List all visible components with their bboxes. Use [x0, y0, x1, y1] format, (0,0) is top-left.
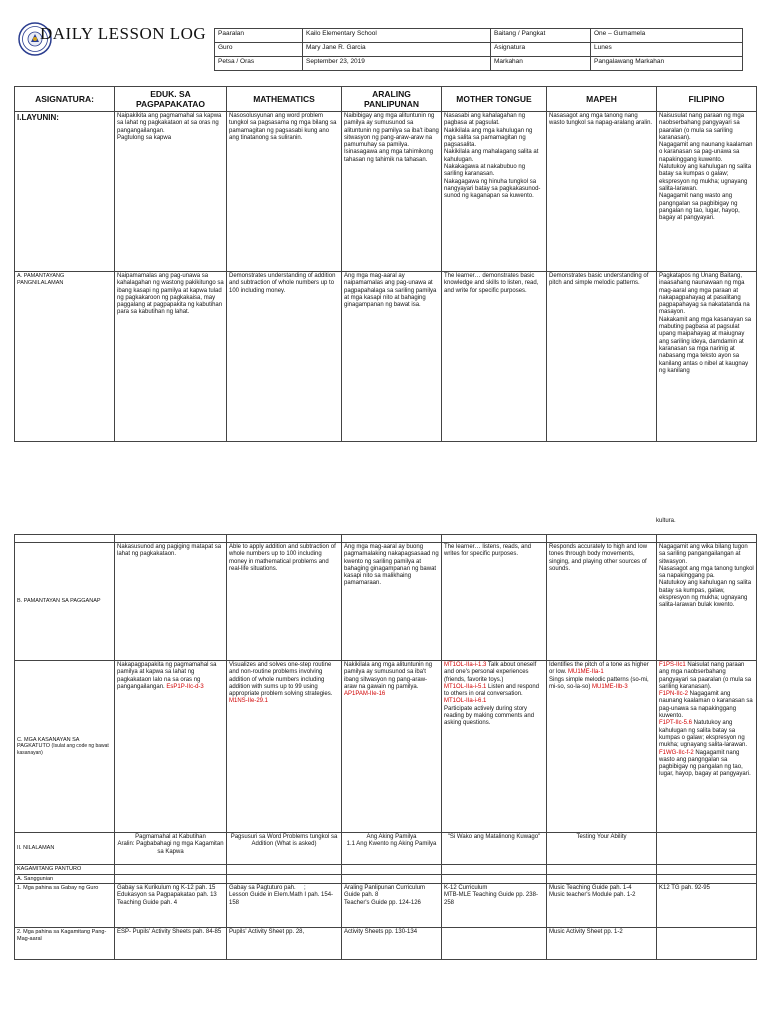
- header-value: Mary Jane R. Garcia: [303, 43, 491, 57]
- row-label-layunin: I.LAYUNIN:: [15, 112, 115, 272]
- header-label: Guro: [215, 43, 303, 57]
- cell-text: Nasasagot ang mga tanong nang wasto tungkol sa napag-aralang aralin.: [549, 113, 653, 127]
- cell-text: Naisulat nang paraan ang mga naobserbahang pangyayari sa paaralan (o mula sa sariling karanasan).: [659, 662, 752, 690]
- row-label-gabay-guro: 1. Mga pahina sa Gabay ng Guro: [15, 884, 115, 928]
- header-row: [215, 57, 743, 71]
- header-label: Markahan: [491, 57, 591, 71]
- cell-text: Gabay sa Pagtuturo pah. ; Lesson Guide in Elem.Math I pah. 154-158: [229, 885, 334, 906]
- cell-text: Naipamamalas ang pag-unawa sa kahalagahan ng wastong pakikitungo sa ibang kasapi ng pamilya at kapwa tulad ng pagkakaroon ng pagkakaisa, may paggalang at pagpapakita ng kabutihan para sa kabutihan ng lahat.: [117, 273, 226, 316]
- kasanayan-note: (Isulat ang code ng bawat kasanayan): [17, 743, 109, 756]
- cell-text: Pagmamahal at Kabutihan Aralin: Pagbabahagi ng mga Kagamitan sa Kapwa: [117, 834, 224, 855]
- cell-text: Identifies the pitch of a tone as higher or low.: [549, 662, 651, 676]
- header-label: Baitang / Pangkat: [491, 29, 591, 43]
- cell-text: Responds accurately to high and low tones through body movements, singing, and playing other sources of sounds.: [549, 544, 649, 572]
- col-header-esp: EDUK. SA PAGPAPAKATAO: [115, 87, 227, 112]
- cell-text: Music Teaching Guide pah. 1-4 Music teacher's Module pah. 1-2: [549, 885, 636, 899]
- competency-code: MU1ME-IIb-3: [592, 683, 628, 690]
- cell-text: Demonstrates basic understanding of pitch and simple melodic patterns.: [549, 273, 651, 287]
- document-title: DAILY LESSON LOG: [40, 24, 207, 43]
- competency-code: M1NS-IIe-29.1: [229, 698, 269, 705]
- competency-code: MT1OL-IIa-i-6.1: [444, 698, 487, 705]
- col-header-mapeh: MAPEH: [547, 87, 657, 112]
- cell-text: K12 TG pah. 92-95: [659, 885, 710, 892]
- header-value: September 23, 2019: [303, 57, 491, 71]
- kasanayan-label: C. MGA KASANAYAN SA PAGKATUTO: [17, 736, 80, 750]
- cell-text: Activity Sheets pp. 130-134: [344, 929, 418, 936]
- cell-text: Nagagamit ang wika bilang tugon sa sariling pangangailangan at sitwasyon. Nasasagot ang mga tanong tungkol sa napakinggang pa. Natutukoy ang kahulugan ng salita batay sa kumpas, galaw, ekspresyon ng mukha; ugnayang salita-larawan bulak kwento.: [659, 544, 754, 609]
- competency-code: F1PT-IIc-5.6: [659, 720, 693, 727]
- cell-text: Araling Panlipunan Curriculum Guide pah. 8 Teacher's Guide pp. 124-126: [344, 885, 426, 906]
- cell-text: Nagagamit nang wasto ang pangngalan sa pagbibigay ng pangalan ng tao, lugar, hayop, bagay at pangyayari.: [659, 749, 751, 778]
- cell-text: ESP- Pupils' Activity Sheets pah. 84-85: [117, 929, 222, 936]
- spacer-row: [15, 535, 757, 543]
- col-header-asignatura: ASIGNATURA:: [15, 87, 115, 112]
- cell-text: The learner… listens, reads, and writes for specific purposes.: [444, 544, 533, 558]
- cell-text: Testing Your Ability: [576, 834, 627, 840]
- cell-text: Participate actively during story reading by making comments and asking questions.: [444, 705, 535, 727]
- cell-text: Listen and respond to others in oral conversation.: [444, 683, 540, 698]
- header-value: Pangalawang Markahan: [591, 57, 743, 71]
- cell-text: Able to apply addition and subtraction of whole numbers up to 100 including money in mathematical problems and real-life situations.: [229, 544, 338, 572]
- cell-text: Natutukoy ang kahulugan ng salita batay sa kumpas o galaw; ekspresyon ng mukha; ugnayang salita-larawan.: [659, 720, 748, 749]
- row-nilalaman: [15, 833, 757, 865]
- header-label: Paaralan: [215, 29, 303, 43]
- row-label-sanggunian: A. Sanggunian: [15, 874, 115, 884]
- col-header-ap: ARALING PANLIPUNAN: [342, 87, 442, 112]
- competency-code: MT1OL-IIa-i-1.3: [444, 662, 487, 668]
- col-header-mtb: MOTHER TONGUE: [442, 87, 547, 112]
- row-sanggunian: [15, 874, 757, 884]
- cell-text: Music Activity Sheet pp. 1-2: [549, 929, 623, 936]
- cell-text: Naisusulat nang paraan ng mga naobserbahang pangyayari sa paaralan (o mula sa sariling karanasan). Nagagamit ang naunang kaalaman o karanasan sa pag-unawa sa napakinggang kuwento. Natutukoy ang kahulugan ng salita batay sa kumpas o galaw; ekspresyon ng mukha; ugnayang salita-larawan. Nagagamit nang wasto ang pangngalan sa pagbibigay ng pangalan ng tao, lugar, hayop, bagay at pangyayari.: [659, 113, 753, 222]
- cell-text: Nakapagpapakita ng pagmamahal sa pamilya at kapwa sa lahat ng pagkakataon lalo na sa oras ng pangangailangan.: [117, 662, 219, 690]
- competency-code: F1PS-IIc1: [659, 662, 686, 668]
- row-pamantayan-sa-pagganap: [15, 543, 757, 661]
- header-label: Petsa / Oras: [215, 57, 303, 71]
- col-header-filipino: FILIPINO: [657, 87, 757, 112]
- header-value: One – Gumamela: [591, 29, 743, 43]
- cell-text: Sings simple melodic patterns (so-mi, mi-so, so-la-so): [549, 676, 649, 690]
- competency-code: AP1PAM-IIe-16: [344, 691, 386, 698]
- col-header-math: MATHEMATICS: [227, 87, 342, 112]
- cell-text: Nasasabi ang kahalagahan ng pagbasa at pagsulat. Nakikilala ang mga kahulugan ng mga salita sa pamamagitan ng pagsasalita. Nakikilala ang mahalagang salita at kahulugan. Nakakagawa at nakabubuo ng sariling karanasan. Nakagagawa ng hinuha tungkol sa nangyayari batay sa pagkakasunod-sunod ng kaganapan sa kuwento.: [444, 113, 541, 200]
- cell-text: Nakasusunod ang pagiging matapat sa lahat ng pagkakataon.: [117, 544, 223, 558]
- lesson-table-page-2: [14, 534, 757, 960]
- cell-text: Ang Aking Pamilya 1.1 Ang Kwento ng Aking Pamilya: [346, 834, 437, 848]
- cell-text: Talk about oneself and one's personal experiences (friends, favorite toys.): [444, 662, 537, 683]
- header-label: Asignatura: [491, 43, 591, 57]
- header-info-table: [214, 28, 743, 71]
- row-gabay-guro: [15, 884, 757, 928]
- header-value: Kailo Elementary School: [303, 29, 491, 43]
- header-row: [215, 29, 743, 43]
- cell-text: Ang mga mag-aaral ay naipamamalas ang pag-unawa at pagpapahalaga sa sariling pamilya at mga kasapi nito at bahaging ginagampanan ng bawat isa.: [344, 273, 439, 309]
- row-label-nilalaman: II. NILALAMAN: [15, 833, 115, 865]
- row-label-pamantayang-pangnilalaman: A. PAMANTAYANG PANGNILALAMAN: [15, 272, 115, 442]
- row-layunin: [15, 112, 757, 272]
- competency-code: F1PN-IIc-2: [659, 691, 689, 698]
- row-label-kasanayan: [15, 661, 115, 833]
- row-kagamitang-mag-aaral: [15, 928, 757, 960]
- cell-text: Nakikilala ang mga alituntunin ng pamilya ay sumusunod sa iba't ibang sitwasyon ng pang-araw-araw na gawain ng pamilya.: [344, 662, 434, 690]
- cell-text: Pupils' Activity Sheet pp. 28,: [229, 929, 305, 936]
- cell-text: Pagkatapos ng Unang Baitang, inaasahang naunawaan ng mga mag-aaral ang mga paraan at nakapagpahayag at pasalitang pagpapahayag sa nakatatanda na masayon. Nakakamit ang mga kasanayan sa mabuting pagbasa at pagsulat upang maipahayag at maiugnay ang sariling ideya, damdamin at karanasan sa mga narinig at nabasang mga teksto ayon sa kanilang antas o nibel at kaugnay ng kanilang: [659, 273, 752, 374]
- row-label-kagamitan: KAGAMITANG PANTURO: [15, 865, 115, 875]
- cell-text: Gabay sa Kurikulum ng K-12 pah. 15 Edukasyon sa Pagpapakatao pah. 13 Teaching Guide pah. 4: [117, 885, 217, 906]
- cell-text: Nagagamit ang naunang kaalaman o karanasan sa pag-unawa sa napakinggang kuwento.: [659, 691, 753, 720]
- competency-code: MT1OL-IIa-i-5.1: [444, 683, 487, 690]
- row-pamantayang-pangnilalaman: [15, 272, 757, 442]
- cell-text: K-12 Curriculum MTB-MLE Teaching Guide pp. 238-258: [444, 885, 538, 906]
- cell-text: Nasosolusyunan ang word problem tungkol sa pagsasama ng mga bilang sa pamamagitan ng pagsasabi kung ano ang tinatanong sa suliranin.: [229, 113, 339, 141]
- cell-text: Naipakikita ang pagmamahal sa kapwa sa lahat ng pagkakataon at sa oras ng pangangailangan. Pagtulong sa kapwa: [117, 113, 222, 141]
- cell-text: Naibibigay ang mga alituntunin ng pamilya ay sumusunod sa alituntunin ng pamilya sa iba't ibang sitwasyon ng pang-araw-araw na pamumuhay sa pamilya. Isinasagawa ang mga tahimikong tahasan ng tahimik na tahasan.: [344, 113, 439, 163]
- row-kasanayan: [15, 661, 757, 833]
- cell-text: Visualizes and solves one-step routine and non-routine problems involving addition of whole numbers including addition with sums up to 99 using appropriate problem solving strategies.: [229, 662, 335, 698]
- carry-over-text: kultura.: [656, 518, 676, 524]
- cell-text: Ang mga mag-aaral ay buong pagmamalaking nakapagsasaad ng kwento ng sariling pamilya at bahaging ginagampanan ng bawat kasapi nito sa malikhaing pamamaraan.: [344, 544, 441, 587]
- competency-code: EsP1P-IIc-d-3: [166, 683, 204, 690]
- cell-text: The learner… demonstrates basic knowledge and skills to listen, read, and write for specific purposes.: [444, 273, 541, 294]
- header-row: [215, 43, 743, 57]
- competency-code: F1WG-IIc-f-2: [659, 749, 694, 756]
- cell-text: Demonstrates understanding of addition and subtraction of whole numbers up to 100 including money.: [229, 273, 338, 294]
- cell-text: Pagsusuri sa Word Problems tungkol sa Addition (What is asked): [230, 834, 339, 848]
- competency-code: MU1ME-IIa-1: [568, 669, 604, 676]
- row-kagamitan: [15, 865, 757, 875]
- row-label-pamantayan-sa-pagganap: B. PAMANTAYAN SA PAGGANAP: [15, 543, 115, 661]
- column-header-row: [15, 87, 757, 112]
- row-label-kagamitang-mag-aaral: 2. Mga pahina sa Kagamitang Pang-Mag-aaral: [15, 928, 115, 960]
- lesson-table-page-1: [14, 86, 757, 442]
- cell-text: "Si Wako ang Matalinong Kuwago": [447, 834, 541, 840]
- header-value: Lunes: [591, 43, 743, 57]
